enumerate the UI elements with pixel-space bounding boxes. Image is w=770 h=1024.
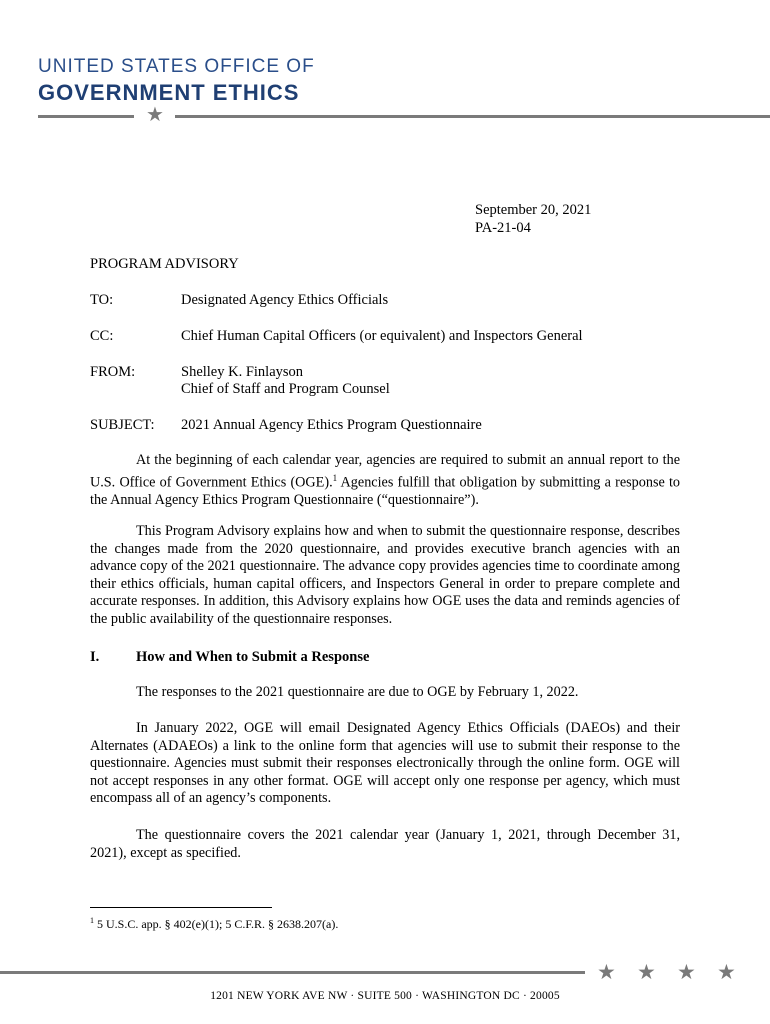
from-title: Chief of Staff and Program Counsel (181, 381, 390, 397)
document-date: September 20, 2021 (475, 202, 592, 218)
star-icon: ★ (717, 960, 736, 984)
p3-text: The responses to the 2021 questionnaire are due to OGE by February 1, 2022. (136, 684, 579, 700)
section-1-title: How and When to Submit a Response (136, 649, 370, 665)
body-paragraph-1 (90, 452, 680, 510)
document-type: PROGRAM ADVISORY (90, 256, 239, 272)
cc-value: Chief Human Capital Officers (or equivalent) and Inspectors General (181, 328, 583, 344)
body-paragraph-4 (90, 720, 680, 808)
letterhead-line1: UNITED STATES OFFICE OF (38, 56, 315, 77)
document-number: PA-21-04 (475, 220, 531, 236)
star-icon: ★ (637, 960, 656, 984)
footer-rule (0, 971, 585, 974)
p4-text: In January 2022, OGE will email Designated Agency Ethics Officials (DAEOs) and their Alternates (ADAEOs) a link to the online form that agencies will use to submit their response to the questionnaire. Agencies must submit their responses electronically through the online form. OGE will not accept responses in any other format. OGE will accept only one response per agency, which must encompass all of an agency’s components. (90, 720, 680, 807)
footer-address: 1201 NEW YORK AVE NW · SUITE 500 · WASHINGTON DC · 20005 (210, 990, 560, 1002)
body-paragraph-5 (90, 827, 680, 862)
p1-text-b: Agencies fulfill that obligation by submitting a response to the Annual Agency Ethics Program Questionnaire (“questionnaire”). (90, 474, 681, 508)
footnote-text: 5 U.S.C. app. § 402(e)(1); 5 C.F.R. § 2638.207(a). (94, 917, 339, 931)
to-value: Designated Agency Ethics Officials (181, 292, 389, 308)
header-rule-left (38, 115, 134, 118)
from-label: FROM: (90, 364, 136, 380)
p1-text-a: At the beginning of each calendar year, agencies are required to submit an annual report to the U.S. Office of Government Ethics (OGE). (90, 452, 680, 491)
star-icon: ★ (146, 104, 164, 126)
to-label: TO: (90, 292, 114, 308)
footnote-number: 1 (90, 916, 94, 925)
p2-text: This Program Advisory explains how and when to submit the questionnaire response, describes the changes made from the 2020 questionnaire, and provides executive branch agencies with an advance copy of the 2021 questionnaire. The advance copy provides agencies time to coordinate among their ethics officials, human capital officers, and Inspectors General in order to prepare complete and accurate responses. In addition, this Advisory explains how OGE uses the data and reminds agencies of the public availability of the questionnaire responses. (90, 523, 680, 627)
p5-text: The questionnaire covers the 2021 calendar year (January 1, 2021, through December 31, 2021), except as specified. (90, 827, 680, 861)
star-icon: ★ (597, 960, 616, 984)
subject-label: SUBJECT: (90, 417, 155, 433)
footnote-reference: 1 (332, 472, 338, 483)
from-name: Shelley K. Finlayson (181, 364, 304, 380)
body-paragraph-3 (90, 684, 680, 702)
footnote (90, 916, 338, 932)
header-rule-right (175, 115, 770, 118)
body-paragraph-2 (90, 523, 680, 629)
letterhead-line2: GOVERNMENT ETHICS (38, 80, 300, 105)
star-icon: ★ (677, 960, 696, 984)
section-1-number: I. (90, 649, 100, 665)
footnote-separator (90, 907, 272, 908)
cc-label: CC: (90, 328, 114, 344)
subject-value: 2021 Annual Agency Ethics Program Questionnaire (181, 417, 482, 433)
